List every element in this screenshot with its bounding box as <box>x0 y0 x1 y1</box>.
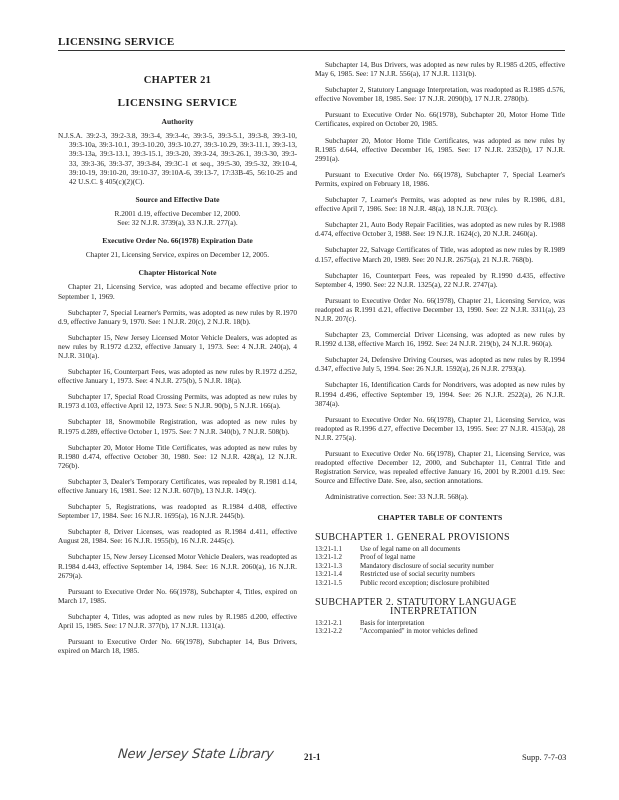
toc-entry-title: Mandatory disclosure of social security number <box>360 561 494 570</box>
source-text <box>58 209 297 227</box>
history-paragraph: Pursuant to Executive Order No. 66(1978), Subchapter 14, Bus Drivers, expired on March 18, 1985. <box>58 637 297 656</box>
history-paragraph: Subchapter 5, Registrations, was readopted as R.1984 d.408, effective September 17, 1984. See: 16 N.J.R. 1695(a), 16 N.J.R. 2445(b). <box>58 502 297 521</box>
toc-entry-title: "Accompanied" in motor vehicles defined <box>360 627 478 636</box>
history-paragraph: Pursuant to Executive Order No. 66(1978), Subchapter 20, Motor Home Title Certificates, expired on October 20, 1985. <box>315 110 565 129</box>
toc-entry[interactable] <box>315 545 565 554</box>
history-paragraph: Subchapter 16, Counterpart Fees, was adopted as new rules by R.1972 d.252, effective January 1, 1973. See: 4 N.J.R. 275(b), 5 N.J.R. 18(a). <box>58 367 297 386</box>
toc-entry-title: Proof of legal name <box>360 553 416 562</box>
toc-entry-number: 13:21-1.2 <box>315 553 343 562</box>
history-paragraph: Subchapter 23, Commercial Driver Licensing, was adopted as new rules by R.1992 d.138, effective March 16, 1992. See: 24 N.J.R. 219(b), 24 N.J.R. 960(a). <box>315 330 565 349</box>
toc-entry[interactable] <box>315 562 565 571</box>
history-paragraph: Subchapter 4, Titles, was adopted as new rules by R.1985 d.200, effective April 15, 1985. See: 17 N.J.R. 377(b), 17 N.J.R. 1131(a). <box>58 611 297 631</box>
subchapter-1-heading: SUBCHAPTER 1. GENERAL PROVISIONS <box>315 531 510 543</box>
authority-heading: Authority <box>161 117 194 127</box>
toc-entry-number: 13:21-1.4 <box>315 570 343 579</box>
subchapter-2-heading-line: SUBCHAPTER 2. STATUTORY LANGUAGE <box>315 596 517 608</box>
history-paragraph: Pursuant to Executive Order No. 66(1978), Subchapter 7, Special Learner's Permits, expired on February 18, 1986. <box>315 169 565 188</box>
history-paragraph: Subchapter 7, Learner's Permits, was adopted as new rules by R.1986, d.81, effective April 7, 1986. See: 18 N.J.R. 48(a), 18 N.J.R. 703(c). <box>315 195 565 214</box>
history-paragraph: Pursuant to Executive Order No. 66(1978), Chapter 21, Licensing Service, was readopted effective December 12, 2000, and Subchapter 11, Central Title and Registration Service, was repealed effective January 16, 2001 by R.2001 d.19. See: Source and Effective Date. See, also, section annotations. <box>315 449 565 486</box>
subchapter-1-list <box>315 545 565 588</box>
toc-entry-title: Use of legal name on all documents <box>360 544 461 553</box>
source-heading: Source and Effective Date <box>135 194 220 204</box>
authority-text: N.J.S.A. 39:2-3, 39:2-3.8, 39:3-4, 39:3-4c, 39:3-5, 39:3-5.1, 39:3-8, 39:3-10, 39:3-10a, 39:3-10.1, 39:3-10.20, 39:3-10.27, 39:3-10.29, 39:3-11.1, 39:3-13, 39:3-13a, 39:3-13.1, 39:3-15.1, 39:3-20, 39:3-24, 39:3-26.1, 39:3-30, 39:3-33, 39:3-36, 39:3-37, 39:3-84, 39:3C-1 et seq., 39:5-30, 39:5-32, 39:10-4, 39:10-19, 39:10-20, 39:10-37, 39:10A-6, 39:13-7, 17:33B-45, 56:10-25 and 42 U.S.C. § 405(c)(2)(C). <box>58 131 297 186</box>
history-paragraph: Chapter 21, Licensing Service, was adopted and became effective prior to September 1, 1969. <box>58 282 297 301</box>
history-paragraph: Subchapter 20, Motor Home Title Certificates, was adopted as new rules by R.1980 d.474, effective October 30, 1980. See: 12 N.J.R. 428(a), 12 N.J.R. 726(b). <box>58 442 297 470</box>
history-paragraph: Subchapter 7, Special Learner's Permits, was adopted as new rules by R.1970 d.9, effective January 9, 1970. See: 1 N.J.R. 20(c), 2 N.J.R. 18(b). <box>58 307 297 326</box>
chapter-title: LICENSING SERVICE <box>117 97 238 110</box>
toc-entry-number: 13:21-2.1 <box>315 618 343 627</box>
supplement-date: Supp. 7-7-03 <box>522 752 567 762</box>
toc-entry-title: Basis for interpretation <box>360 618 425 627</box>
history-paragraph: Subchapter 8, Driver Licenses, was readopted as R.1984 d.411, effective August 28, 1984. See: 16 N.J.R. 1955(b), 16 N.J.R. 2445(c). <box>58 527 297 546</box>
page-number: 21-1 <box>304 752 321 762</box>
history-heading: Chapter Historical Note <box>138 268 217 278</box>
header-rule <box>58 50 565 51</box>
history-paragraph: Subchapter 22, Salvage Certificates of Title, was adopted as new rules by R.1989 d.157, effective March 20, 1989. See: 20 N.J.R. 2675(a), 21 N.J.R. 768(b). <box>315 245 565 264</box>
history-paragraph: Pursuant to Executive Order No. 66(1978), Subchapter 4, Titles, expired on March 17, 1985. <box>58 586 297 605</box>
toc-entry[interactable] <box>315 570 565 579</box>
subchapter-2-heading-line: INTERPRETATION <box>390 605 478 617</box>
history-paragraph: Subchapter 2, Statutory Language Interpretation, was readopted as R.1985 d.576, effective November 18, 1985. See: 17 N.J.R. 2090(b), 17 N.J.R. 2780(b). <box>315 85 565 104</box>
right-column <box>315 60 565 646</box>
history-paragraph: Subchapter 15, New Jersey Licensed Motor Vehicle Dealers, was adopted as new rules by R.1972 d.232, effective January 1, 1973. See: 4 N.J.R. 240(a), 4 N.J.R. 310(a). <box>58 332 297 360</box>
history-paragraph: Subchapter 3, Dealer's Temporary Certificates, was repealed by R.1981 d.14, effective January 16, 1981. See: 12 N.J.R. 607(b), 13 N.J.R. 149(c). <box>58 476 297 495</box>
history-paragraph: Administrative correction. See: 33 N.J.R. 568(a). <box>325 492 469 502</box>
history-paragraph: Subchapter 15, New Jersey Licensed Motor Vehicle Dealers, was readopted as R.1984 d.443, effective September 14, 1984. See: 16 N.J.R. 2060(a), 16 N.J.R. 2679(a). <box>58 552 297 580</box>
history-paragraph: Subchapter 17, Special Road Crossing Permits, was adopted as new rules by R.1973 d.103, effective April 12, 1973. See: 5 N.J.R. 90(b), 5 N.J.R. 166(a). <box>58 392 297 411</box>
expiration-heading: Executive Order No. 66(1978) Expiration Date <box>102 236 253 246</box>
toc-entry-number: 13:21-1.5 <box>315 579 343 588</box>
source-line: R.2001 d.19, effective December 12, 2000. <box>114 208 241 218</box>
toc-entry-number: 13:21-1.1 <box>315 544 343 553</box>
subchapter-2-heading <box>315 598 565 616</box>
left-column <box>58 60 297 662</box>
source-line: See: 32 N.J.R. 3739(a), 33 N.J.R. 277(a). <box>117 218 238 228</box>
history-paragraph: Subchapter 18, Snowmobile Registration, was adopted as new rules by R.1975 d.289, effective October 1, 1975. See: 7 N.J.R. 340(b), 7 N.J.R. 508(b). <box>58 417 297 436</box>
toc-entry[interactable] <box>315 627 565 636</box>
history-paragraph: Subchapter 20, Motor Home Title Certificates, was adopted as new rules by R.1985 d.644, effective December 16, 1985. See: 17 N.J.R. 2352(b), 17 N.J.R. 2991(a). <box>315 135 565 163</box>
history-paragraph: Subchapter 16, Counterpart Fees, was repealed by R.1990 d.435, effective September 4, 1990. See: 22 N.J.R. 1325(a), 22 N.J.R. 2747(a). <box>315 270 565 289</box>
history-paragraph: Subchapter 24, Defensive Driving Courses, was adopted as new rules by R.1994 d.347, effective July 5, 1994. See: 26 N.J.R. 1592(a), 26 N.J.R. 2793(a). <box>315 355 565 374</box>
subchapter-2-list <box>315 619 565 636</box>
toc-entry[interactable] <box>315 619 565 628</box>
toc-entry-title: Public record exception; disclosure prohibited <box>360 579 490 588</box>
toc-entry-title: Restricted use of social security numbers <box>360 570 475 579</box>
chapter-number: CHAPTER 21 <box>143 75 212 86</box>
history-paragraph: Subchapter 21, Auto Body Repair Facilities, was adopted as new rules by R.1988 d.474, effective October 3, 1988. See: 19 N.J.R. 1624(c), 20 N.J.R. 2460(a). <box>315 220 565 239</box>
history-paragraph: Subchapter 14, Bus Drivers, was adopted as new rules by R.1985 d.205, effective May 6, 1985. See: 17 N.J.R. 556(a), 17 N.J.R. 1131(b). <box>315 60 565 79</box>
running-head: LICENSING SERVICE <box>58 36 175 48</box>
toc-entry[interactable] <box>315 579 565 588</box>
history-paragraph: Pursuant to Executive Order No. 66(1978), Chapter 21, Licensing Service, was readopted as R.1996 d.27, effective December 13, 1995. See: 27 N.J.R. 4153(a), 28 N.J.R. 275(a). <box>315 414 565 442</box>
toc-entry-number: 13:21-2.2 <box>315 627 343 636</box>
expiration-text: Chapter 21, Licensing Service, expires on December 12, 2005. <box>85 250 270 260</box>
history-paragraph: Pursuant to Executive Order No. 66(1978), Chapter 21, Licensing Service, was readopted as R.1991 d.21, effective December 13, 1990. See: 22 N.J.R. 3311(a), 23 N.J.R. 207(c). <box>315 295 565 323</box>
toc-entry-number: 13:21-1.3 <box>315 561 343 570</box>
library-watermark: New Jersey State Library <box>117 747 275 762</box>
toc-title: CHAPTER TABLE OF CONTENTS <box>377 513 503 523</box>
history-paragraph: Subchapter 16, Identification Cards for Nondrivers, was adopted as new rules by R.1994 d.496, effective September 19, 1994. See: 26 N.J.R. 2522(a), 26 N.J.R. 3874(a). <box>315 380 565 408</box>
toc-entry[interactable] <box>315 553 565 562</box>
